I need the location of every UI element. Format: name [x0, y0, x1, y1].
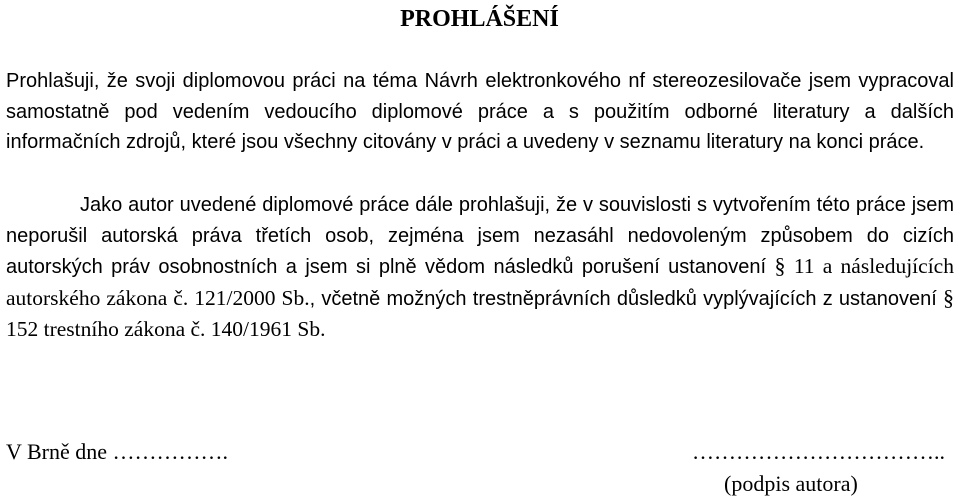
page-title: PROHLÁŠENÍ — [400, 6, 559, 32]
signature-label: (podpis autora) — [724, 471, 858, 496]
section-sign: § — [943, 284, 955, 310]
paragraph-2-text-c: , včetně možných trestněprávních důsledků vyplývajících z ustanovení — [309, 287, 937, 310]
paragraph-2-text-a: Jako autor uvedené diplomové práce dále prohlašuji, že v souvislosti s vytvořením této práce jsem neporušil autorská práva třetích osob, zejména jsem nezasáhl nedovoleným způsobem do cizích autorských práv osobnostních a jsem si plně vědom následků porušení ustanovení — [6, 194, 954, 278]
signature-place-date: V Brně dne ……………. — [6, 439, 229, 464]
paragraph-2-text-b: 11 a následujících autorského zákona č. 121/2000 Sb. — [6, 254, 954, 310]
declaration-paragraph-2 — [6, 190, 954, 346]
section-sign: § — [774, 253, 786, 278]
declaration-paragraph-1: Prohlašuji, že svoji diplomovou práci na téma Návrh elektronkového nf stereozesilovače jsem vypracoval samostatně pod vedením vedoucího diplomové práce a s použitím odborné literatury a dalších informačních zdrojů, které jsou všechny citovány v práci a uvedeny v seznamu literatury na konci práce. — [6, 70, 954, 153]
signature-line: …………………………….. — [692, 439, 945, 464]
paragraph-2-text-d: 152 trestního zákona č. 140/1961 Sb. — [6, 317, 326, 341]
